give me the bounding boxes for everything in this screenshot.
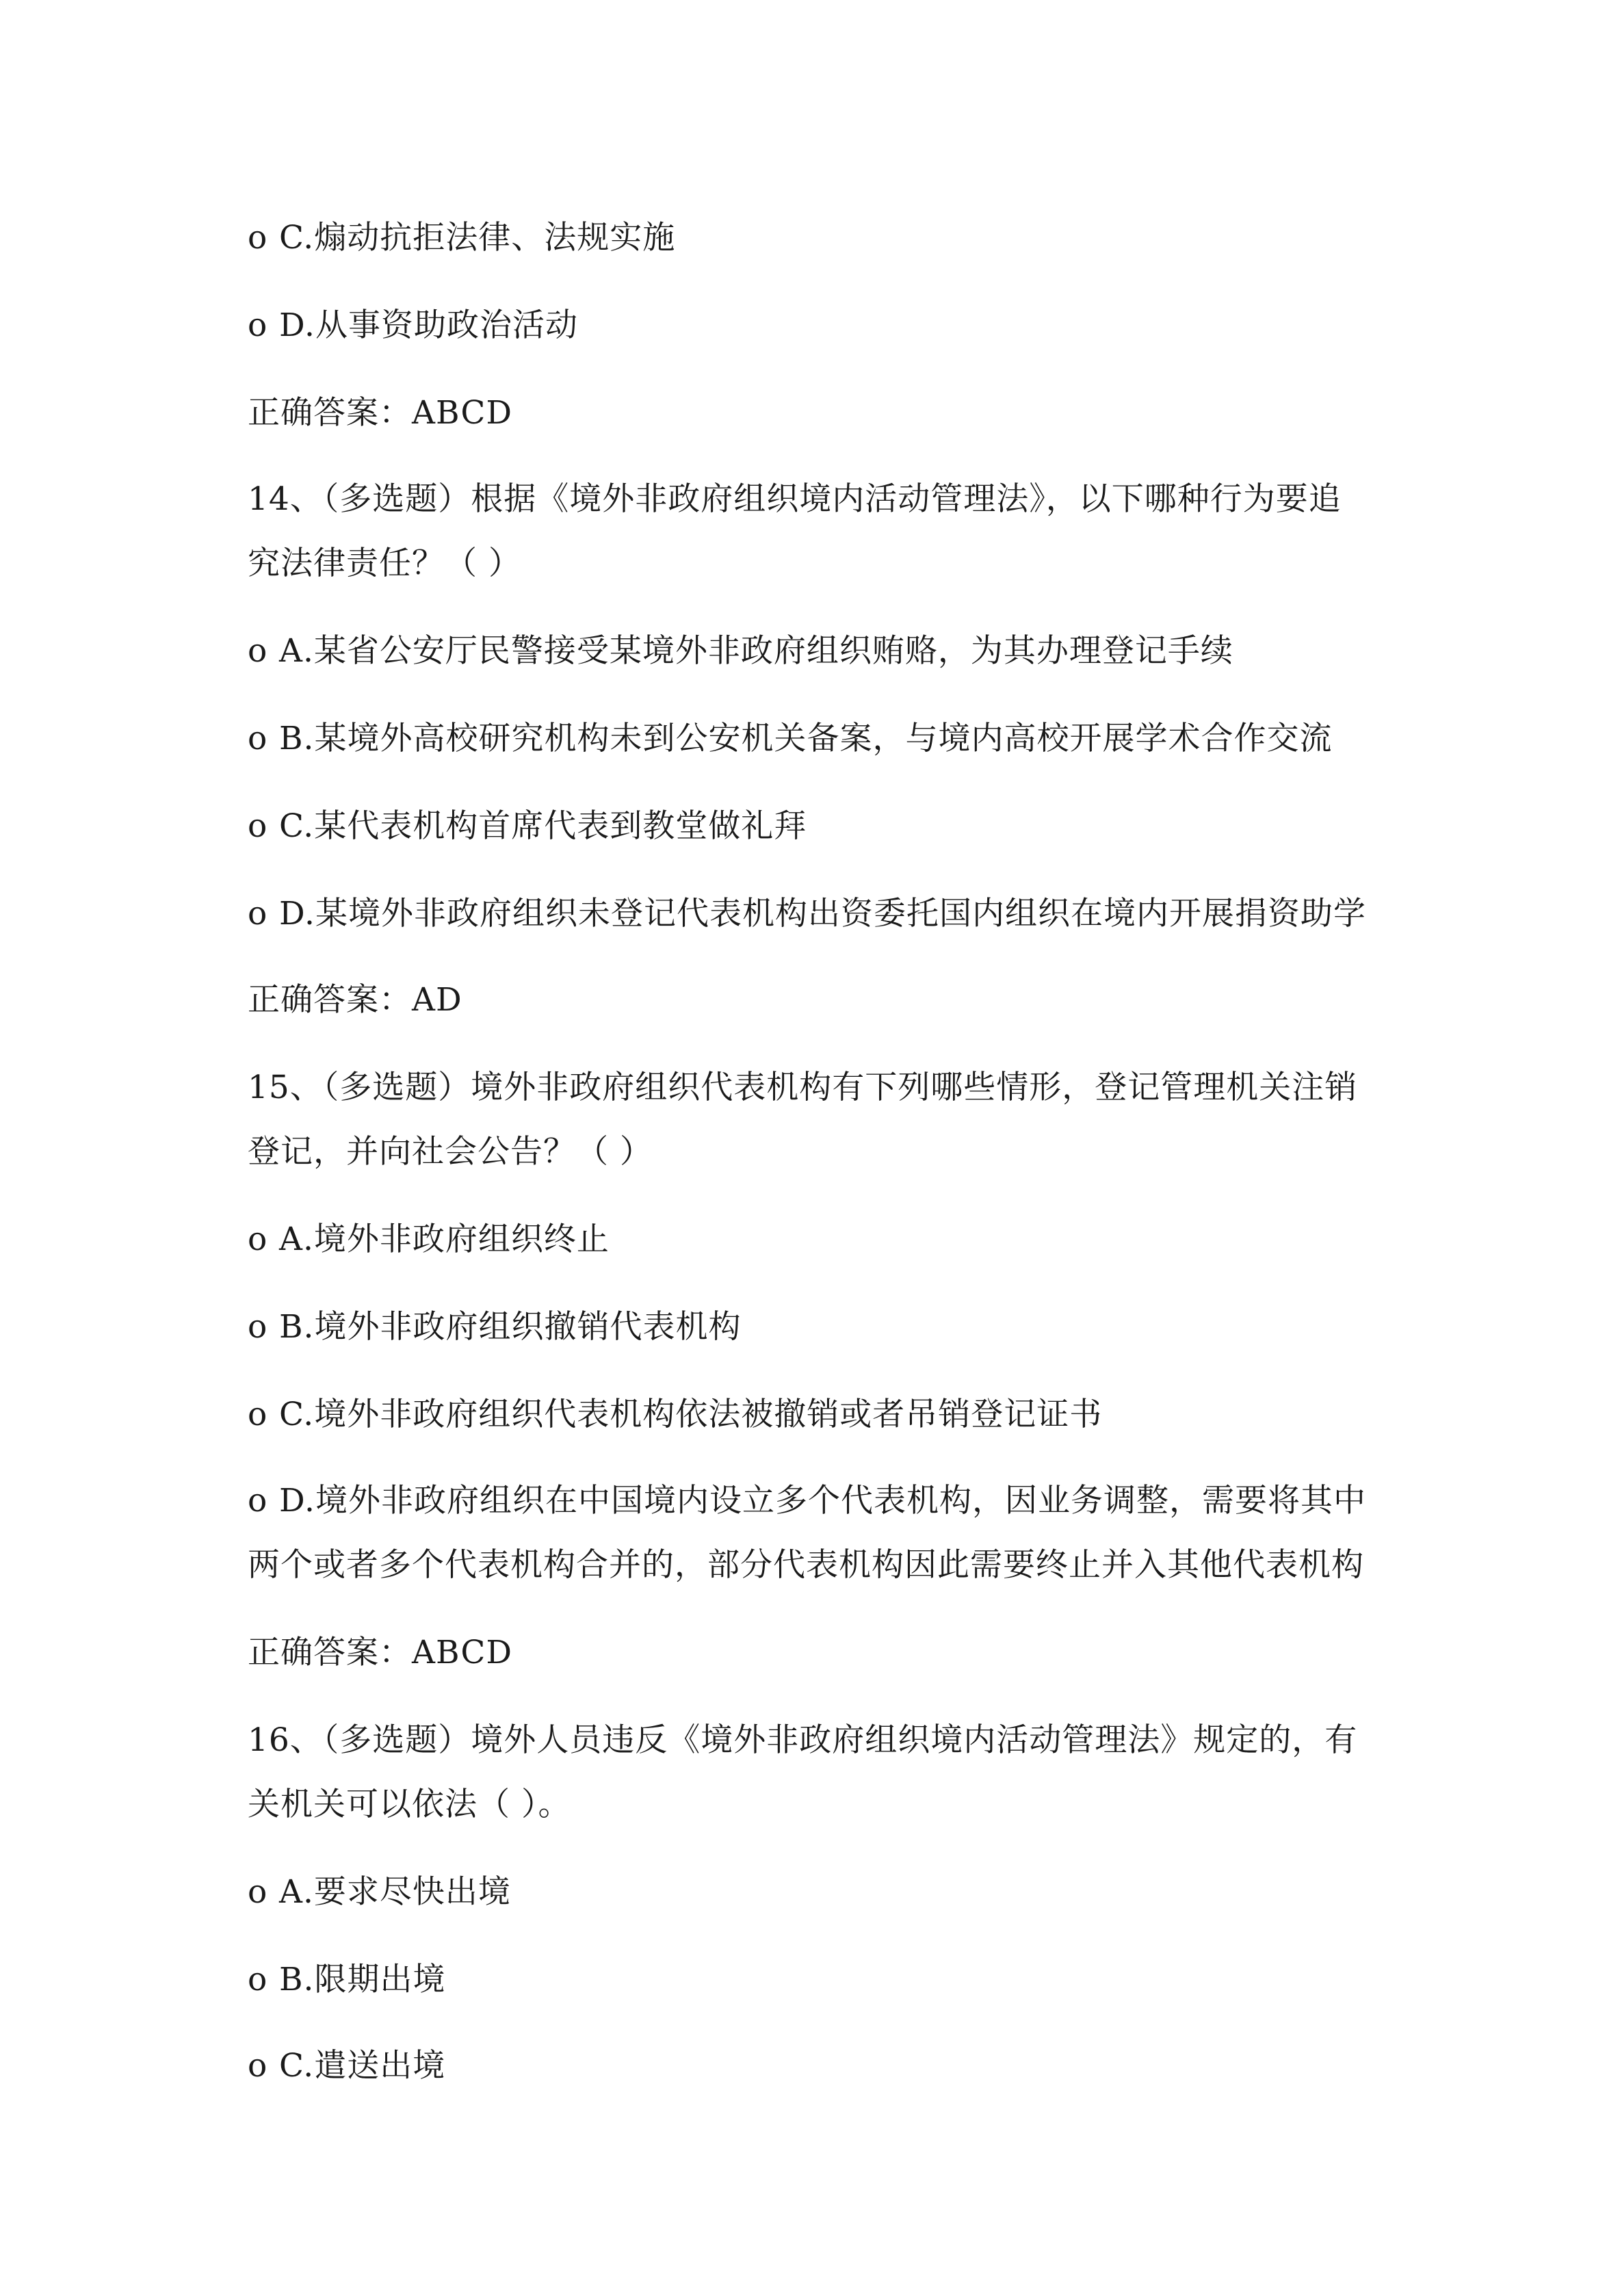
option-text: A.境外非政府组织终止 bbox=[279, 1221, 610, 1258]
question-14-line-2: 究法律责任？（ ） bbox=[248, 545, 521, 582]
option-text: B.境外非政府组织撤销代表机构 bbox=[279, 1308, 742, 1346]
q15-option-d bbox=[248, 1480, 1366, 1522]
option-d bbox=[248, 305, 578, 346]
bullet-marker: o bbox=[248, 2047, 268, 2085]
option-c bbox=[248, 218, 675, 259]
option-text: D.某境外非政府组织未登记代表机构出资委托国内组织在境内开展捐资助学 bbox=[279, 895, 1366, 932]
q15-option-d-continued: 两个或者多个代表机构合并的，部分代表机构因此需要终止并入其他代表机构 bbox=[248, 1546, 1364, 1584]
bullet-marker: o bbox=[248, 1961, 268, 1998]
bullet-marker: o bbox=[248, 1873, 268, 1911]
q14-option-c bbox=[248, 806, 807, 847]
q14-option-b bbox=[248, 718, 1332, 759]
option-text: C.境外非政府组织代表机构依法被撤销或者吊销登记证书 bbox=[279, 1396, 1103, 1433]
answer-13: 正确答案：ABCD bbox=[248, 394, 512, 432]
option-text: C.煽动抗拒法律、法规实施 bbox=[279, 219, 676, 257]
q16-option-a bbox=[248, 1872, 511, 1913]
bullet-marker: o bbox=[248, 1396, 268, 1433]
option-text: C.遣送出境 bbox=[279, 2047, 446, 2085]
option-text: B.某境外高校研究机构未到公安机关备案，与境内高校开展学术合作交流 bbox=[279, 720, 1333, 757]
question-14-line-1: 14、（多选题）根据《境外非政府组织境内活动管理法》，以下哪种行为要追 bbox=[248, 480, 1342, 518]
bullet-marker: o bbox=[248, 1221, 268, 1258]
answer-14: 正确答案：AD bbox=[248, 981, 462, 1019]
bullet-marker: o bbox=[248, 632, 268, 670]
bullet-marker: o bbox=[248, 807, 268, 845]
question-16-line-1: 16、（多选题）境外人员违反《境外非政府组织境内活动管理法》规定的，有 bbox=[248, 1721, 1358, 1759]
q16-option-b bbox=[248, 1959, 445, 2000]
bullet-marker: o bbox=[248, 306, 268, 344]
option-text: A.要求尽快出境 bbox=[279, 1873, 511, 1911]
option-text: D.境外非政府组织在中国境内设立多个代表机构，因业务调整，需要将其中 bbox=[279, 1482, 1366, 1519]
q14-option-a bbox=[248, 631, 1233, 672]
q14-option-d bbox=[248, 893, 1366, 935]
bullet-marker: o bbox=[248, 720, 268, 757]
option-text: B.限期出境 bbox=[279, 1961, 446, 1998]
q15-option-b bbox=[248, 1307, 741, 1348]
q15-option-a bbox=[248, 1219, 610, 1260]
bullet-marker: o bbox=[248, 1308, 268, 1346]
option-text: C.某代表机构首席代表到教堂做礼拜 bbox=[279, 807, 807, 845]
option-text: D.从事资助政治活动 bbox=[279, 306, 578, 344]
option-text: A.某省公安厅民警接受某境外非政府组织贿赂，为其办理登记手续 bbox=[279, 632, 1233, 670]
q15-option-c bbox=[248, 1394, 1102, 1435]
question-15-line-1: 15、（多选题）境外非政府组织代表机构有下列哪些情形，登记管理机关注销 bbox=[248, 1069, 1358, 1106]
question-15-line-2: 登记，并向社会公告？（ ） bbox=[248, 1133, 653, 1171]
question-16-line-2: 关机关可以依法（ ）。 bbox=[248, 1786, 571, 1823]
answer-15: 正确答案：ABCD bbox=[248, 1634, 512, 1671]
bullet-marker: o bbox=[248, 895, 268, 932]
bullet-marker: o bbox=[248, 219, 268, 257]
q16-option-c bbox=[248, 2046, 445, 2087]
bullet-marker: o bbox=[248, 1482, 268, 1519]
